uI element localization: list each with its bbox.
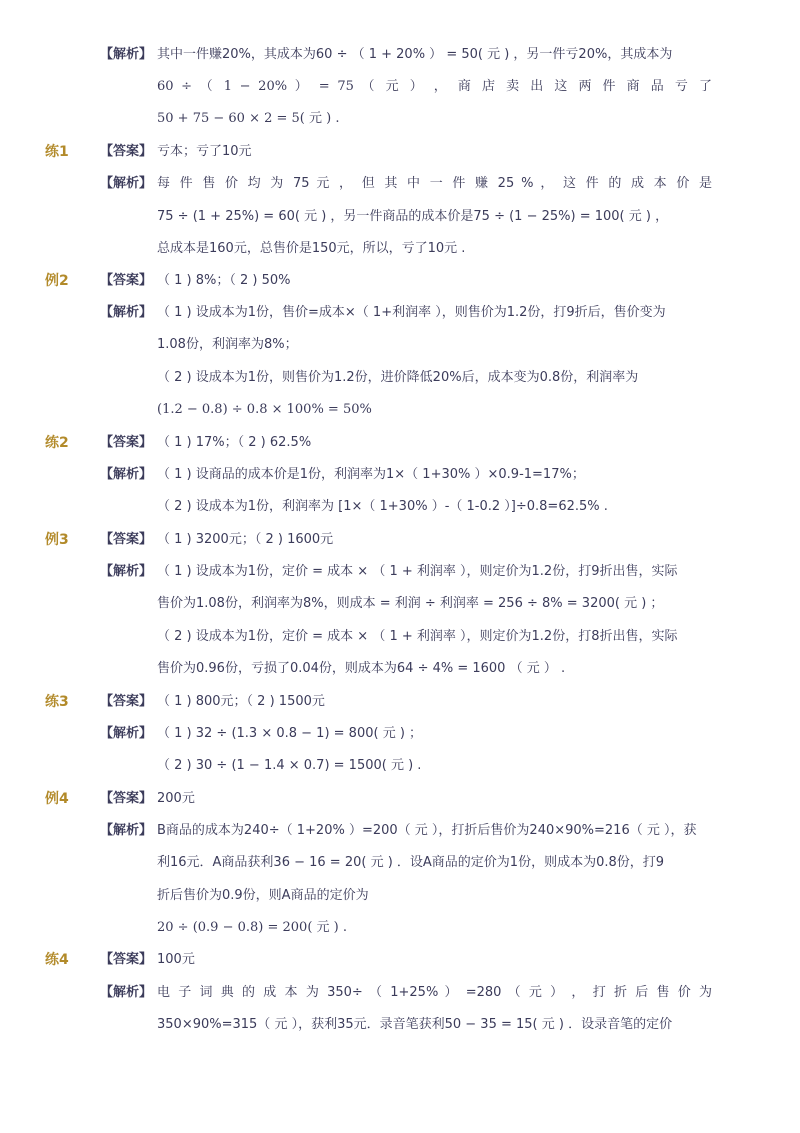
analysis-line: 350×90%=315（ 元 ），获利35元．录音笔获利50 − 35 = 15( 元 ) ．设录音笔的定价 <box>157 1017 673 1032</box>
analysis-line: （ 2 ) 30 ÷ (1 − 1.4 × 0.7) = 1500( 元 ) . <box>157 758 422 773</box>
answer-text: 200元 <box>157 791 195 806</box>
analysis-line: 其中一件赚20%，其成本为60 ÷ （ 1 + 20% ） = 50( 元 ) ，另一件亏20%，其成本为 <box>157 47 673 62</box>
analysis-line: （ 2 ) 设成本为1份，定价 = 成本 × （ 1 + 利润率 ），则定价为1.2份，打8折出售，实际 <box>157 629 678 644</box>
answer-tag: 【答案】 <box>100 435 153 450</box>
problem-label: 练2 <box>45 435 69 451</box>
answer-text: （ 1 ) 3200元；（ 2 ) 1600元 <box>157 532 334 547</box>
analysis-line: （ 1 ) 设商品的成本价是1份，利润率为1×（ 1+30% ）×0.9-1=17%； <box>157 467 585 482</box>
analysis-tag: 【解析】 <box>100 305 153 320</box>
answer-text: （ 1 ) 17%；（ 2 ) 62.5% <box>157 435 312 450</box>
problem-label: 练1 <box>45 144 69 160</box>
analysis-line: 60 ÷ （ 1 − 20% ） = 75 （ 元 ） ， 商 店 卖 出 这 两 件 商 品 亏 了 <box>157 79 712 94</box>
problem-label: 例2 <box>45 273 69 289</box>
analysis-tag: 【解析】 <box>100 564 153 579</box>
analysis-line: （ 2 ) 设成本为1份，则售价为1.2份，进价降低20%后，成本变为0.8份，利润率为 <box>157 370 639 385</box>
analysis-line: （ 1 ) 设成本为1份，定价 = 成本 × （ 1 + 利润率 ），则定价为1.2份，打9折出售，实际 <box>157 564 678 579</box>
analysis-line: （ 1 ) 设成本为1份，售价=成本×（ 1+利润率 ），则售价为1.2份，打9折后，售价变为 <box>157 305 666 320</box>
analysis-line: 售价为1.08份，利润率为8%，则成本 = 利润 ÷ 利润率 = 256 ÷ 8% = 3200( 元 ) ； <box>157 596 664 611</box>
analysis-line: （ 2 ) 设成本为1份，利润率为 [1×（ 1+30% ）-（ 1-0.2 ）]÷0.8=62.5% . <box>157 499 608 514</box>
analysis-line: 1.08份，利润率为8%； <box>157 337 298 352</box>
analysis-line: 75 ÷ (1 + 25%) = 60( 元 ) ，另一件商品的成本价是75 ÷ (1 − 25%) = 100( 元 ) ， <box>157 209 669 224</box>
problem-label: 例3 <box>45 532 69 548</box>
problem-label: 练4 <box>45 952 69 968</box>
answer-tag: 【答案】 <box>100 144 153 159</box>
answer-text: （ 1 ) 800元；（ 2 ) 1500元 <box>157 694 325 709</box>
answer-tag: 【答案】 <box>100 791 153 806</box>
answer-tag: 【答案】 <box>100 952 153 967</box>
analysis-line: 50 + 75 − 60 × 2 = 5( 元 ) . <box>157 111 340 126</box>
analysis-line: B商品的成本为240÷（ 1+20% ）=200（ 元 ），打折后售价为240×90%=216（ 元 ），获 <box>157 823 697 838</box>
answer-text: 亏本；亏了10元 <box>157 144 252 159</box>
analysis-tag: 【解析】 <box>100 467 153 482</box>
answer-text: （ 1 ) 8%；（ 2 ) 50% <box>157 273 291 288</box>
analysis-line: 电 子 词 典 的 成 本 为 350÷ （ 1+25% ） =280 （ 元 ） ， 打 折 后 售 价 为 <box>157 985 712 1000</box>
answer-tag: 【答案】 <box>100 694 153 709</box>
answer-tag: 【答案】 <box>100 532 153 547</box>
answer-tag: 【答案】 <box>100 273 153 288</box>
analysis-tag: 【解析】 <box>100 726 153 741</box>
analysis-line: （ 1 ) 32 ÷ (1.3 × 0.8 − 1) = 800( 元 ) ； <box>157 726 423 741</box>
problem-label: 例4 <box>45 791 69 807</box>
analysis-line: 20 ÷ (0.9 − 0.8) = 200( 元 ) . <box>157 920 347 935</box>
analysis-line: 折后售价为0.9份，则A商品的定价为 <box>157 888 369 903</box>
analysis-line: 利16元．A商品获利36 − 16 = 20( 元 ) ．设A商品的定价为1份，则成本为0.8份，打9 <box>157 855 665 870</box>
analysis-tag: 【解析】 <box>100 47 153 62</box>
analysis-tag: 【解析】 <box>100 176 153 191</box>
analysis-line: 售价为0.96份，亏损了0.04份，则成本为64 ÷ 4% = 1600 （ 元 ） . <box>157 661 566 676</box>
analysis-tag: 【解析】 <box>100 985 153 1000</box>
problem-label: 练3 <box>45 694 69 710</box>
analysis-line: 总成本是160元，总售价是150元，所以，亏了10元 . <box>157 241 466 256</box>
analysis-tag: 【解析】 <box>100 823 153 838</box>
answer-text: 100元 <box>157 952 195 967</box>
analysis-line: 每 件 售 价 均 为 75 元 ， 但 其 中 一 件 赚 25 % ， 这 件 的 成 本 价 是 <box>157 176 712 191</box>
analysis-line: (1.2 − 0.8) ÷ 0.8 × 100% = 50% <box>157 402 372 417</box>
